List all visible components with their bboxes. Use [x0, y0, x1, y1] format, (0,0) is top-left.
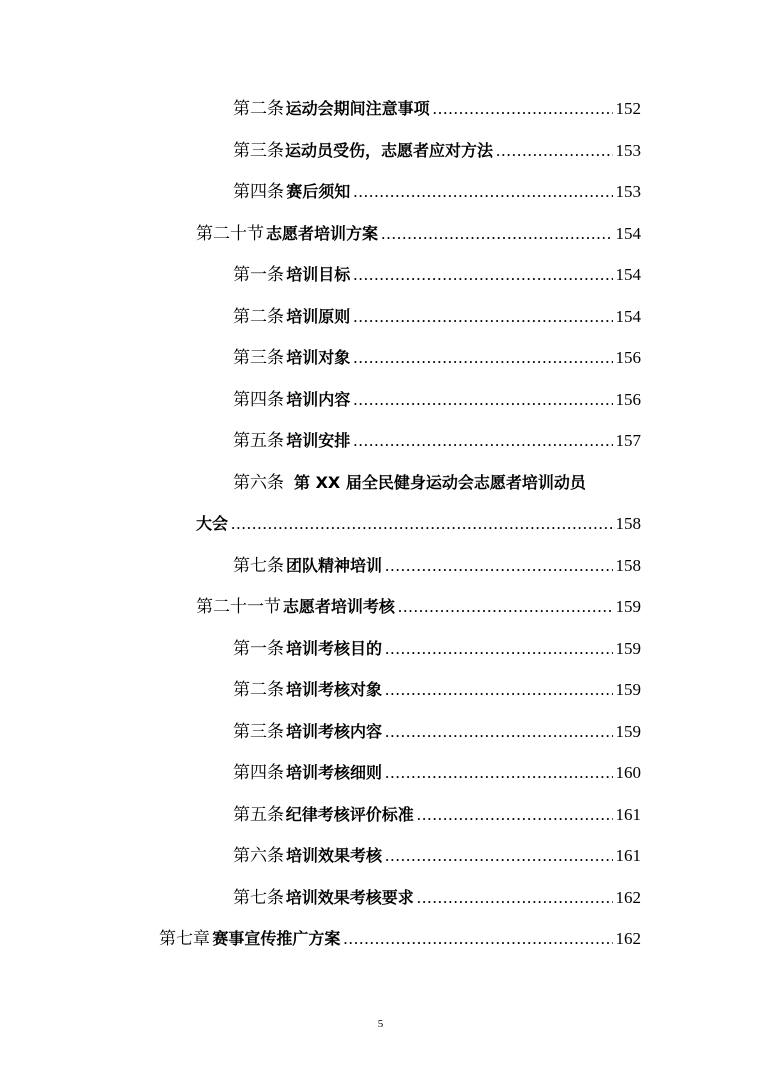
- toc-entry-title: 第 XX 届全民健身运动会志愿者培训动员: [294, 473, 586, 492]
- toc-entry-title: 培训目标: [286, 265, 351, 284]
- toc-leader-dots: [398, 592, 613, 622]
- toc-entry-section[interactable]: [196, 592, 641, 622]
- toc-entry-title: 赛后须知: [286, 182, 351, 201]
- toc-entry-number: 第六条: [233, 473, 284, 492]
- toc-entry-title: 培训安排: [286, 431, 351, 450]
- toc-entry[interactable]: [233, 177, 641, 207]
- toc-leader-dots: [353, 260, 612, 290]
- toc-entry-page: 153: [615, 182, 641, 201]
- toc-entry-page: 156: [615, 348, 641, 367]
- toc-entry-page: 159: [615, 680, 641, 699]
- toc-leader-dots: [353, 343, 612, 373]
- toc-entry-number: 第七条: [233, 888, 284, 907]
- toc-entry-number: 第四条: [233, 763, 284, 782]
- toc-entry[interactable]: [233, 675, 641, 705]
- toc-entry-title: 培训考核内容: [286, 722, 383, 741]
- toc-entry-number: 第四条: [233, 390, 284, 409]
- toc-entry-page: 159: [615, 722, 641, 741]
- toc-entry-number: 第五条: [233, 805, 284, 824]
- toc-entry[interactable]: [233, 758, 641, 788]
- toc-entry[interactable]: [233, 260, 641, 290]
- toc-entry-title: 培训内容: [286, 390, 351, 409]
- toc-entry[interactable]: [233, 385, 641, 415]
- toc-entry-number: 第六条: [233, 846, 284, 865]
- toc-leader-dots: [381, 219, 612, 249]
- toc-leader-dots: [385, 675, 612, 705]
- toc-leader-dots: [353, 426, 612, 456]
- toc-entry[interactable]: [233, 302, 641, 332]
- toc-entry-page: 162: [615, 888, 641, 907]
- toc-entry-number: 第五条: [233, 431, 284, 450]
- toc-entry-title: 纪律考核评价标准: [285, 805, 414, 824]
- toc-entry[interactable]: [233, 717, 641, 747]
- toc-entry[interactable]: [233, 883, 641, 913]
- toc-entry[interactable]: [233, 800, 641, 830]
- toc-entry-number: 第一条: [233, 265, 284, 284]
- toc-entry-number: 第一条: [233, 639, 284, 658]
- toc-leader-dots: [353, 385, 612, 415]
- toc-leader-dots: [417, 883, 613, 913]
- toc-entry[interactable]: [233, 136, 641, 166]
- toc-entry-page: 156: [615, 390, 641, 409]
- toc-entry-title: 志愿者培训方案: [266, 224, 379, 243]
- toc-entry-title: 培训原则: [286, 307, 351, 326]
- toc-entry-wrapped[interactable]: [233, 468, 586, 498]
- toc-entry-page: 154: [615, 265, 641, 284]
- toc-entry-title: 培训考核细则: [286, 763, 383, 782]
- toc-entry-title: 培训效果考核: [286, 846, 383, 865]
- toc-entry-chapter[interactable]: [159, 924, 641, 954]
- toc-entry[interactable]: [233, 841, 641, 871]
- toc-entry-number: 第三条: [233, 348, 284, 367]
- toc-entry-number: 第二条: [233, 680, 284, 699]
- toc-entry-title: 运动会期间注意事项: [285, 99, 430, 118]
- toc-entry-title: 培训考核目的: [286, 639, 383, 658]
- toc-entry-number: 第二条: [233, 99, 284, 118]
- toc-leader-dots: [385, 841, 612, 871]
- toc-entry-page: 159: [615, 597, 641, 616]
- toc-entry-number: 第三条: [233, 141, 284, 160]
- toc-entry-title: 培训考核对象: [286, 680, 383, 699]
- toc-entry-title: 团队精神培训: [286, 556, 383, 575]
- toc-entry-title: 志愿者培训考核: [282, 597, 395, 616]
- toc-entry-number: 第二十一节: [196, 597, 281, 616]
- toc-entry-page: 153: [615, 141, 641, 160]
- toc-entry-number: 第七章: [159, 929, 210, 948]
- toc-entry-number: 第二条: [233, 307, 284, 326]
- toc-entry-number: 第四条: [233, 182, 284, 201]
- toc-entry-page: 158: [615, 556, 641, 575]
- toc-leader-dots: [353, 177, 612, 207]
- toc-entry-title: 培训效果考核要求: [285, 888, 414, 907]
- toc-entry-page: 161: [615, 805, 641, 824]
- toc-entry[interactable]: [233, 634, 641, 664]
- toc-leader-dots: [231, 509, 612, 539]
- toc-entry-page: 159: [615, 639, 641, 658]
- toc-leader-dots: [385, 634, 612, 664]
- toc-entry-page: 152: [615, 99, 641, 118]
- toc-entry-page: 158: [615, 514, 641, 533]
- toc-leader-dots: [496, 136, 612, 166]
- toc-entry[interactable]: [233, 426, 641, 456]
- toc-entry-page: 162: [615, 929, 641, 948]
- toc-entry-number: 第三条: [233, 722, 284, 741]
- toc-entry[interactable]: [233, 94, 641, 124]
- toc-leader-dots: [343, 924, 612, 954]
- toc-leader-dots: [385, 758, 612, 788]
- toc-entry-page: 160: [615, 763, 641, 782]
- toc-entry-number: 第七条: [233, 556, 284, 575]
- toc-entry-title-continuation: 大会: [196, 514, 229, 533]
- toc-leader-dots: [385, 717, 612, 747]
- toc-entry-page: 154: [615, 224, 641, 243]
- toc-entry-title: 培训对象: [286, 348, 351, 367]
- toc-leader-dots: [385, 551, 612, 581]
- toc-entry[interactable]: [233, 551, 641, 581]
- toc-entry-section[interactable]: [196, 219, 641, 249]
- toc-leader-dots: [433, 94, 613, 124]
- toc-leader-dots: [353, 302, 612, 332]
- page-number: 5: [377, 1018, 384, 1030]
- toc-entry-number: 第二十节: [196, 224, 264, 243]
- toc-entry-title: 赛事宣传推广方案: [212, 929, 341, 948]
- toc-entry-continuation[interactable]: [196, 509, 641, 539]
- toc-entry-title: 运动员受伤，志愿者应对方法: [285, 141, 494, 160]
- toc-entry-page: 157: [615, 431, 641, 450]
- toc-entry[interactable]: [233, 343, 641, 373]
- toc-leader-dots: [417, 800, 613, 830]
- toc-entry-page: 161: [615, 846, 641, 865]
- toc-entry-page: 154: [615, 307, 641, 326]
